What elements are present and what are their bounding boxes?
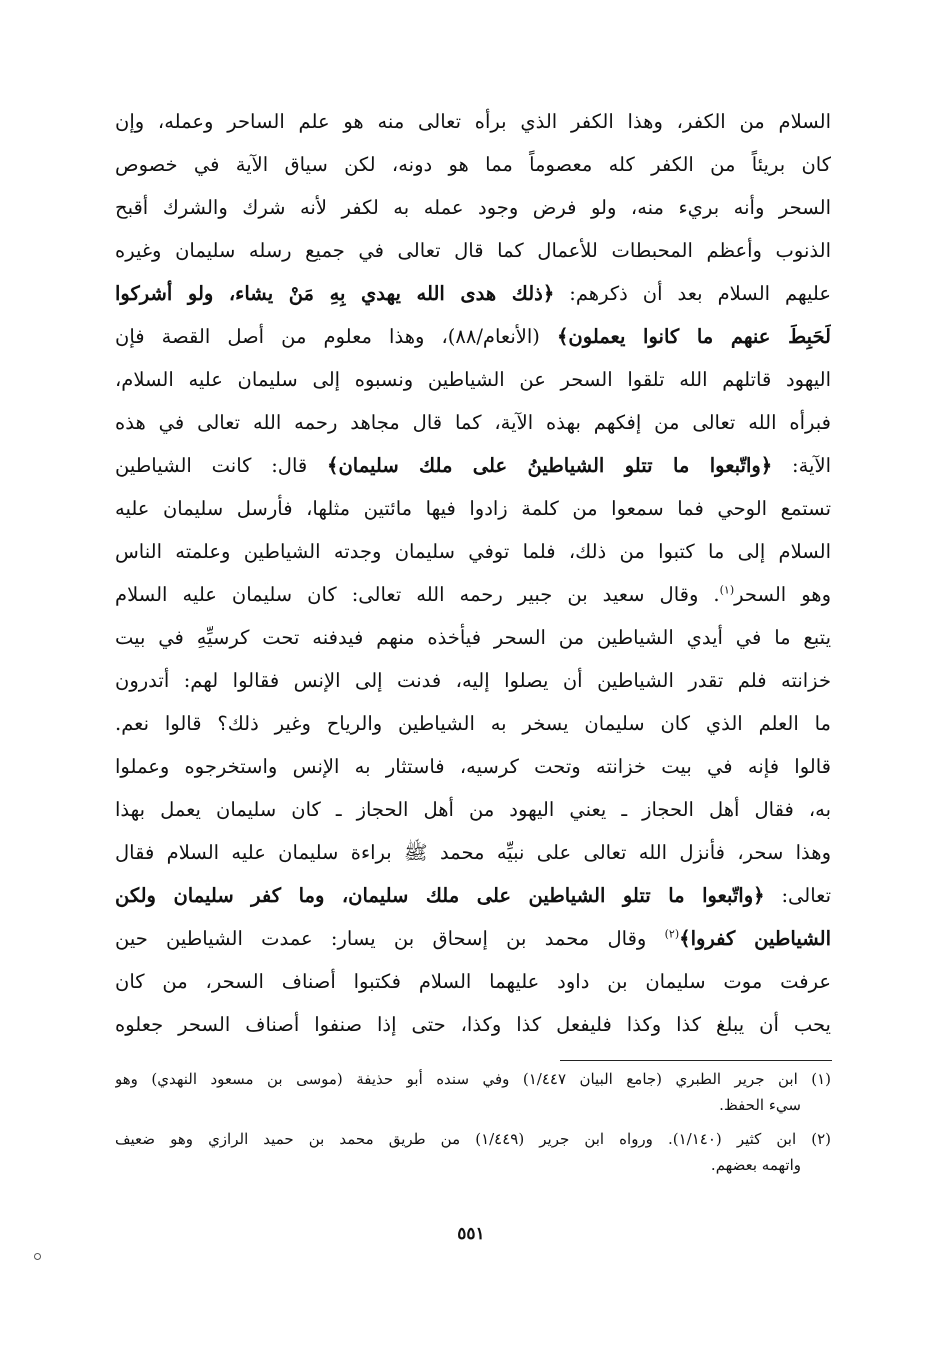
text-line: يتبع ما في أيدي الشياطين من السحر فيأخذه منهم فيدفنه تحت كرسيِّهِ في بيت: [115, 626, 831, 649]
footnote-marker: (٢): [664, 927, 680, 941]
text-line: ما العلم الذي كان سليمان يسخر به الشياطين والرياح وغير ذلك؟ قالوا نعم.: [115, 712, 831, 735]
text-line: يحب أن يبلغ كذا وكذا فليفعل كذا وكذا، حتى إذا صنفوا أصناف السحر جعلوه: [115, 1013, 831, 1036]
text-line: [115, 315, 831, 358]
text-line: به، فقال أهل الحجاز ـ يعني اليهود من أهل الحجاز ـ كان سليمان يعمل بهذا: [115, 798, 831, 821]
text-line: الذنوب وأعظم المحبطات للأعمال كما قال تعالى في جميع رسله سليمان وغيره: [115, 239, 831, 262]
quran-verse: ﴿ذلك هدى الله يهدي بِهِ مَنْ يشاء، ولو أشركوا: [115, 282, 555, 305]
text-segment: تعالى:: [764, 884, 831, 907]
text-line: [115, 874, 831, 917]
text-line: فبرأه الله تعالى من إفكهم بهذه الآية، كما قال مجاهد رحمه الله تعالى في هذه: [115, 411, 831, 434]
text-line: [115, 272, 831, 315]
footnote-line: سيء الحفظ.: [719, 1096, 801, 1114]
text-segment: قال: كانت الشياطين: [115, 454, 328, 477]
footnote-line: [115, 1126, 831, 1152]
text-line: السلام إلى ما كتبوا من ذلك، فلما توفي سليمان وجدته الشياطين وعلمته الناس: [115, 540, 831, 563]
page-number: ٥٥١: [457, 1224, 485, 1244]
text-segment: الآية:: [772, 454, 831, 477]
quran-verse: ﴿واتّبعوا ما تتلو الشياطينُ على ملك سليمان﴾: [327, 454, 773, 477]
text-line: [115, 917, 831, 960]
text-line: تستمع الوحي فما سمعوا من كلمة زادوا فيها مائتين مثلها، فأرسل سليمان عليه: [115, 497, 831, 520]
main-body-text: [115, 100, 831, 1046]
quran-verse: لَحَبِطَ عنهم ما كانوا يعملون﴾: [557, 325, 831, 348]
footnote-label: (١): [811, 1070, 831, 1088]
text-line: خزانته فلم تقدر الشياطين أن يصلوا إليه، فدنت إلى الإنس فقالوا لهم: أتدرون: [115, 669, 831, 692]
text-segment: (الأنعام/٨٨)، وهذا معلوم من أصل القصة فإن: [115, 325, 557, 348]
text-line: عرفت موت سليمان بن داود عليهما السلام فكتبوا أصناف السحر، من كان: [115, 970, 831, 993]
text-line: [115, 573, 831, 616]
footnote-marker: (١): [719, 583, 735, 597]
text-segment: وقال محمد بن إسحاق بن يسار: عمدت الشياطين حين: [115, 927, 665, 950]
footnote-line: واتهمه بعضهم.: [710, 1156, 801, 1174]
footnote-divider: [560, 1060, 832, 1061]
footnote-text: ابن كثير (١/١٤٠). ورواه ابن جرير (١/٤٤٩) من طريق محمد بن حميد الرازي وهو ضعيف: [115, 1130, 797, 1148]
text-segment: . وقال سعيد بن جبير رحمه الله تعالى: كان سليمان عليه السلام: [115, 583, 720, 606]
text-line: اليهود قاتلهم الله تلقوا السحر عن الشياطين ونسبوه إلى سليمان عليه السلام،: [115, 368, 831, 391]
text-line: السحر وأنه بريء منه، ولو فرض وجود عمله به لكفر لأنه شرك والشرك أقبح: [115, 196, 831, 219]
footnote-text: ابن جرير الطبري (جامع البيان ١/٤٤٧) وفي سنده أبو حذيفة (موسى بن مسعود النهدي) وهو: [115, 1070, 798, 1088]
footnote-label: (٢): [811, 1130, 831, 1148]
text-line: السلام من الكفر، وهذا الكفر الذي برأه تعالى منه هو علم الساحر وعمله، وإن: [115, 110, 831, 133]
text-line: [115, 444, 831, 487]
text-line: وهذا سحر، فأنزل الله تعالى على نبيِّه محمد ﷺ براءة سليمان عليه السلام فقال: [115, 841, 831, 864]
text-line: قالوا فإنه في بيت خزانته وتحت كرسيه، فاستثار به الإنس واستخرجوه وعملوا: [115, 755, 831, 778]
quran-verse: ﴿واتّبعوا ما تتلو الشياطين على ملك سليمان، وما كفر سليمان ولكن: [115, 884, 765, 907]
footnote-line: [115, 1066, 831, 1092]
text-segment: عليهم السلام بعد أن ذكرهم:: [554, 282, 831, 305]
text-segment: وهو السحر: [734, 583, 831, 606]
footnote: [115, 1066, 831, 1118]
text-line: كان بريئاً من الكفر كله معصوماً مما هو دونه، لكن سياق الآية في خصوص: [115, 153, 831, 176]
footnotes: [115, 1066, 831, 1178]
quran-verse: الشياطين كفروا﴾: [679, 927, 831, 950]
footnote: [115, 1126, 831, 1178]
margin-dot: [34, 1253, 41, 1260]
